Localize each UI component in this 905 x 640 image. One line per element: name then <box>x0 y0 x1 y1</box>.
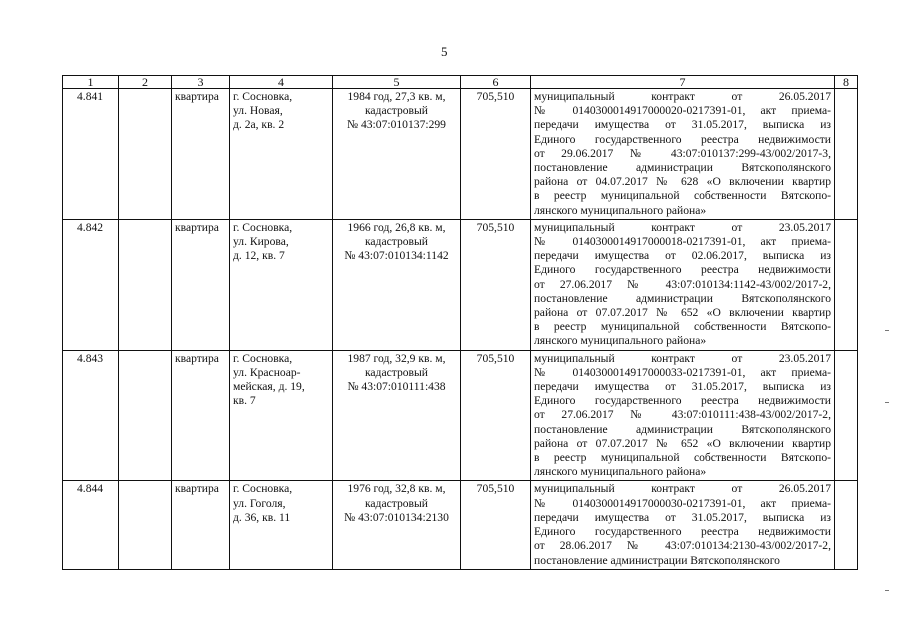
table-row <box>63 89 858 220</box>
basis-line: от 28.06.2017 № 43:07:010134:2130-43/002/2017-2, <box>534 539 831 553</box>
description-line: № 43:07:010134:2130 <box>344 510 449 524</box>
address-line: ул. Краснoар- <box>233 365 301 379</box>
object-type: квартира <box>172 350 230 481</box>
basis-line: в реестр муниципальной собственности Вятскопо- <box>534 320 831 334</box>
column-header: 2 <box>119 76 172 89</box>
description-line: № 43:07:010134:1142 <box>344 249 449 263</box>
basis-line: постановление администрации Вятскополянского <box>534 422 831 436</box>
record-number: 4.843 <box>63 350 119 481</box>
address-line: д. 12, кв. 7 <box>233 249 285 263</box>
basis-line: от 27.06.2017 № 43:07:010111:438-43/002/2017-2, <box>534 408 831 422</box>
basis-line: в реестр муниципальной собственности Вятскопо- <box>534 189 831 203</box>
address-cell <box>230 89 333 220</box>
address-line: г. Сосновка, <box>233 90 293 103</box>
column-header: 7 <box>531 76 835 89</box>
column-8-cell <box>835 219 858 350</box>
column-number-row <box>63 76 858 89</box>
column-header: 6 <box>461 76 531 89</box>
description-line: кадастровый <box>364 104 429 118</box>
address-line: г. Сосновка, <box>233 351 293 365</box>
column-header: 1 <box>63 76 119 89</box>
basis-line: № 0140300014917000020-0217391-01, акт приема- <box>534 104 831 118</box>
basis-line: передачи имущества от 31.05.2017, выписка из <box>534 380 831 394</box>
cost-value: 705,510 <box>461 481 531 569</box>
address-line: мейская, д. 19, <box>233 380 305 394</box>
description-cell <box>333 89 461 220</box>
column-2-cell <box>119 219 172 350</box>
address-line: кв. 7 <box>233 394 256 408</box>
basis-line: Единого государственного реестра недвижимости <box>534 525 831 539</box>
description-line: 1987 год, 32,9 кв. м, <box>347 351 446 365</box>
address-line: д. 2а, кв. 2 <box>233 118 285 132</box>
address-line: г. Сосновка, <box>233 220 293 234</box>
description-cell <box>333 219 461 350</box>
basis-line: Единого государственного реестра недвижимости <box>534 132 831 146</box>
description-line: кадастровый <box>364 235 429 249</box>
description-line: 1984 год, 27,3 кв. м, <box>347 90 446 103</box>
column-header: 4 <box>230 76 333 89</box>
object-type: квартира <box>172 219 230 350</box>
basis-line: постановление администрации Вятскополянского <box>534 553 780 567</box>
margin-mark <box>885 590 889 591</box>
table-row <box>63 481 858 569</box>
page-number: 5 <box>441 44 448 59</box>
basis-line: муниципальный контракт от 26.05.2017 <box>534 482 831 496</box>
column-2-cell <box>119 481 172 569</box>
record-number: 4.844 <box>63 481 119 569</box>
basis-line: района от 07.07.2017 № 652 «О включении квартир <box>534 306 831 320</box>
basis-cell <box>531 481 835 569</box>
basis-cell <box>531 219 835 350</box>
basis-line: лянского муниципального района» <box>534 334 707 348</box>
column-8-cell <box>835 89 858 220</box>
basis-line: Единого государственного реестра недвижимости <box>534 394 831 408</box>
description-cell <box>333 481 461 569</box>
basis-cell <box>531 350 835 481</box>
cost-value: 705,510 <box>461 350 531 481</box>
description-line: № 43:07:010137:299 <box>347 118 446 132</box>
description-line: № 43:07:010111:438 <box>347 380 446 394</box>
margin-mark <box>885 330 889 331</box>
address-cell <box>230 350 333 481</box>
address-line: ул. Новая, <box>233 104 283 118</box>
description-cell <box>333 350 461 481</box>
basis-line: района от 04.07.2017 № 628 «О включении квартир <box>534 175 831 189</box>
basis-line: лянского муниципального района» <box>534 203 707 217</box>
margin-mark <box>885 402 889 403</box>
object-type: квартира <box>172 481 230 569</box>
basis-line: передачи имущества от 02.06.2017, выписка из <box>534 249 831 263</box>
basis-line: от 29.06.2017 № 43:07:010137:299-43/002/2017-3, <box>534 146 831 160</box>
basis-line: передачи имущества от 31.05.2017, выписка из <box>534 510 831 524</box>
description-line: кадастровый <box>364 496 429 510</box>
basis-line: постановление администрации Вятскополянского <box>534 161 831 175</box>
description-line: кадастровый <box>364 365 429 379</box>
basis-line: передачи имущества от 31.05.2017, выписка из <box>534 118 831 132</box>
table-row <box>63 219 858 350</box>
record-number: 4.842 <box>63 219 119 350</box>
basis-line: от 27.06.2017 № 43:07:010134:1142-43/002/2017-2, <box>534 277 831 291</box>
basis-line: Единого государственного реестра недвижимости <box>534 263 831 277</box>
column-8-cell <box>835 350 858 481</box>
column-header: 3 <box>172 76 230 89</box>
basis-cell <box>531 89 835 220</box>
basis-line: в реестр муниципальной собственности Вятскопо- <box>534 451 831 465</box>
basis-line: № 0140300014917000033-0217391-01, акт приема- <box>534 365 831 379</box>
record-number: 4.841 <box>63 89 119 220</box>
description-line: 1976 год, 32,8 кв. м, <box>347 482 446 496</box>
column-2-cell <box>119 89 172 220</box>
registry-table <box>62 75 858 570</box>
description-line: 1966 год, 26,8 кв. м, <box>347 220 446 234</box>
address-line: д. 36, кв. 11 <box>233 510 291 524</box>
address-line: г. Сосновка, <box>233 482 293 496</box>
basis-line: лянского муниципального района» <box>534 465 707 479</box>
basis-line: постановление администрации Вятскополянского <box>534 291 831 305</box>
address-cell <box>230 219 333 350</box>
address-line: ул. Кирова, <box>233 235 289 249</box>
cost-value: 705,510 <box>461 219 531 350</box>
column-header: 5 <box>333 76 461 89</box>
column-2-cell <box>119 350 172 481</box>
table-row <box>63 350 858 481</box>
basis-line: № 0140300014917000018-0217391-01, акт приема- <box>534 235 831 249</box>
basis-line: № 0140300014917000030-0217391-01, акт приема- <box>534 496 831 510</box>
address-line: ул. Гоголя, <box>233 496 286 510</box>
cost-value: 705,510 <box>461 89 531 220</box>
address-cell <box>230 481 333 569</box>
basis-line: муниципальный контракт от 23.05.2017 <box>534 351 831 365</box>
basis-line: муниципальный контракт от 23.05.2017 <box>534 220 831 234</box>
column-header: 8 <box>835 76 858 89</box>
object-type: квартира <box>172 89 230 220</box>
column-8-cell <box>835 481 858 569</box>
basis-line: района от 07.07.2017 № 652 «О включении квартир <box>534 436 831 450</box>
basis-line: муниципальный контракт от 26.05.2017 <box>534 90 831 103</box>
